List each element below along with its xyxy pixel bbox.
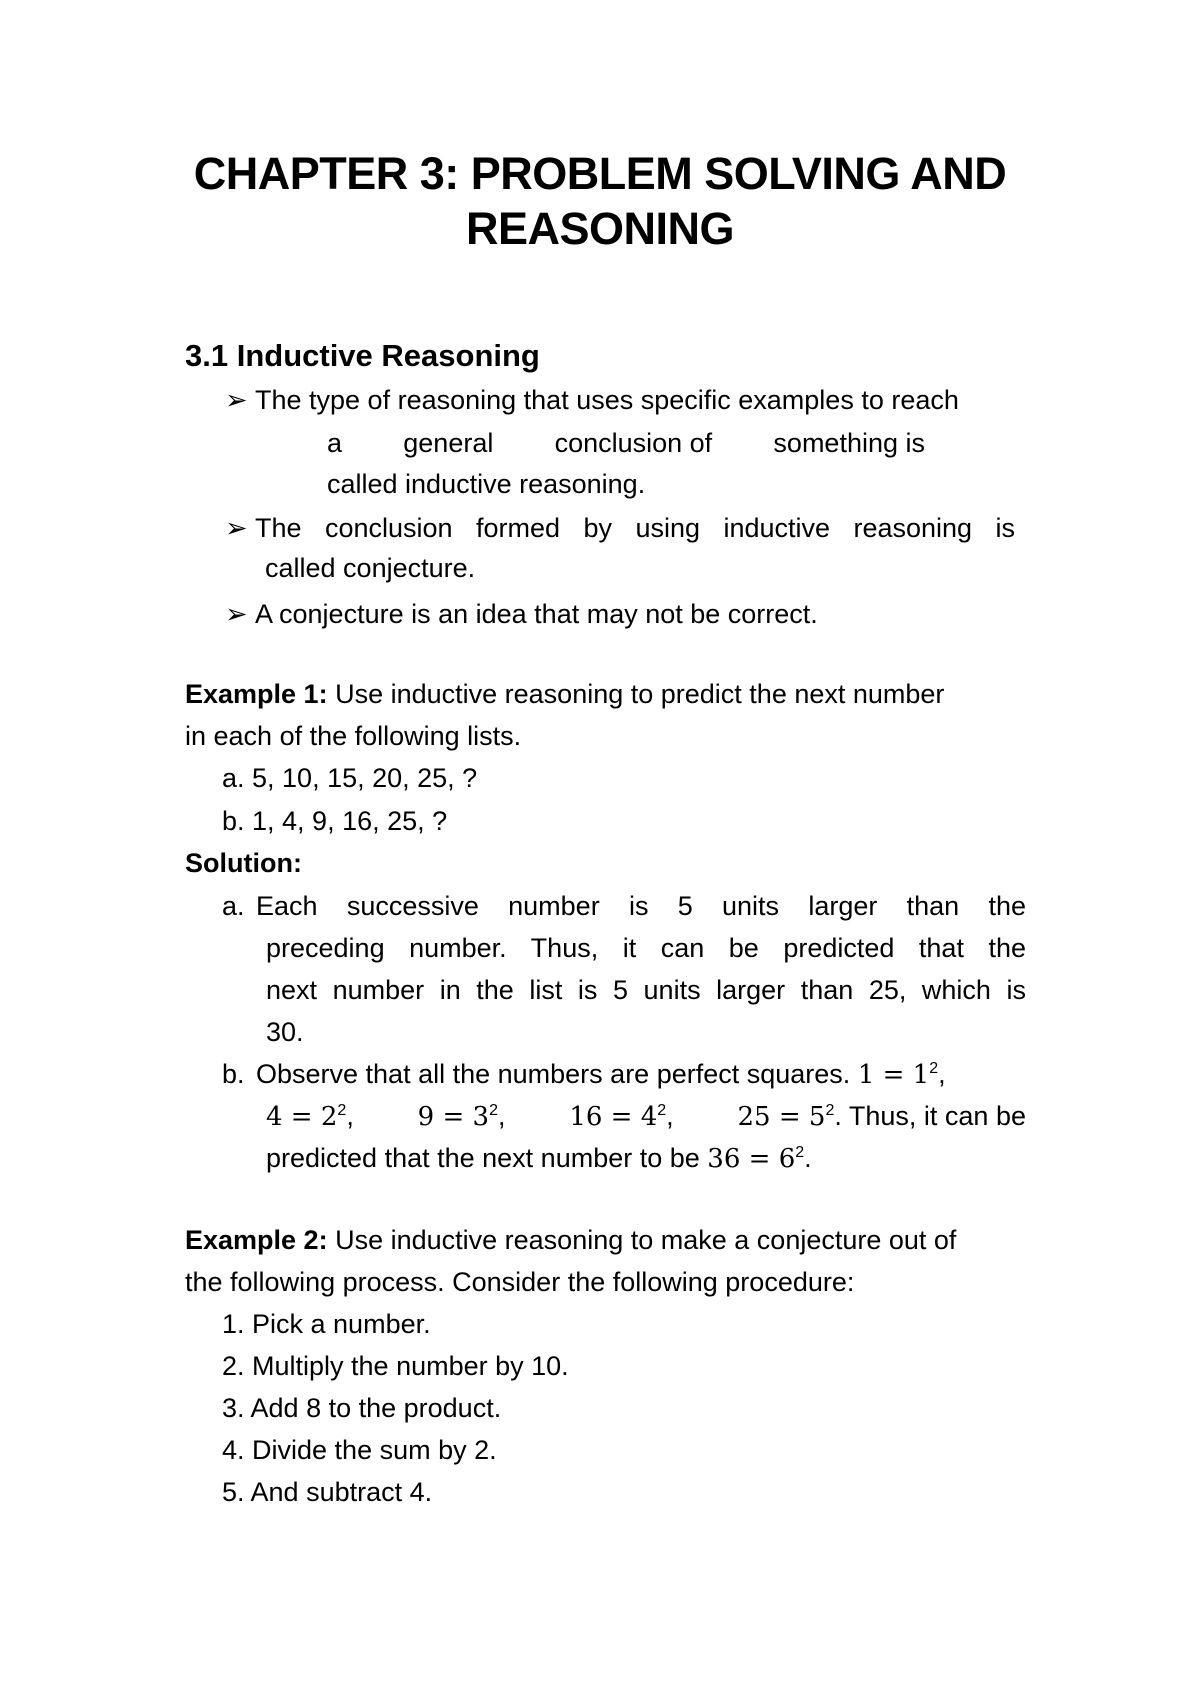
bullet2-line2: called conjecture. [265,553,476,583]
solution-b-line3: predicted that the next number to be $36 = 6^2$. [266,1143,812,1174]
example1-line1: Example 1: Use inductive reasoning to predict the next number [185,679,945,709]
solution-a-line4: 30. [266,1017,304,1047]
example1-label: Example 1: [185,679,328,709]
solution-b-line1: Observe that all the numbers are perfect squares. $1 = 1^2$, [256,1059,946,1090]
example1-item-b: b. 1, 4, 9, 16, 25, ? [222,806,448,836]
example1-item-a: a. 5, 10, 15, 20, 25, ? [222,763,478,793]
bullet1-line3: called inductive reasoning. [327,469,646,499]
solution-a-marker: a. [222,891,245,921]
chapter-title-line1: CHAPTER 3: PROBLEM SOLVING AND [193,148,1007,199]
arrow-bullet-icon: ➢ [225,599,248,629]
example2-line1: Example 2: Use inductive reasoning to make a conjecture out of [185,1225,957,1255]
example2-step: 5. And subtract 4. [222,1477,433,1507]
arrow-bullet-icon: ➢ [225,385,248,415]
solution-a-line3: next number in the list is 5 units larger than 25, which is [266,975,1026,1005]
example2-label: Example 2: [185,1225,328,1255]
solution-label: Solution: [185,848,302,878]
example2-step: 2. Multiply the number by 10. [222,1351,569,1381]
solution-b-marker: b. [222,1059,245,1089]
bullet-item: ➢ The type of reasoning that uses specific examples to reach [225,385,959,415]
section-heading: 3.1 Inductive Reasoning [185,338,540,373]
bullet-item: ➢ A conjecture is an idea that may not be correct. [225,599,818,629]
example2-step: 3. Add 8 to the product. [222,1393,502,1423]
example2-line2: the following process. Consider the following procedure: [185,1267,855,1297]
solution-a-line2: preceding number. Thus, it can be predicted that the [266,933,1026,963]
example2-step: 1. Pick a number. [222,1309,431,1339]
solution-b-line2: $4 = 2^2$, $9 = 3^2$, $16 = 4^2$, $25 = 5^2$. Thus, it can be [266,1101,1026,1132]
bullet-item: ➢ The conclusion formed by using inductive reasoning is [225,513,1015,543]
solution-a-line1: Each successive number is 5 units larger than the [256,891,1026,921]
arrow-bullet-icon: ➢ [225,513,248,543]
chapter-title-line2: REASONING [465,203,735,254]
example2-step: 4. Divide the sum by 2. [222,1435,497,1465]
bullet1-line2: a general conclusion of something is [327,428,925,458]
example1-line2: in each of the following lists. [185,721,522,751]
